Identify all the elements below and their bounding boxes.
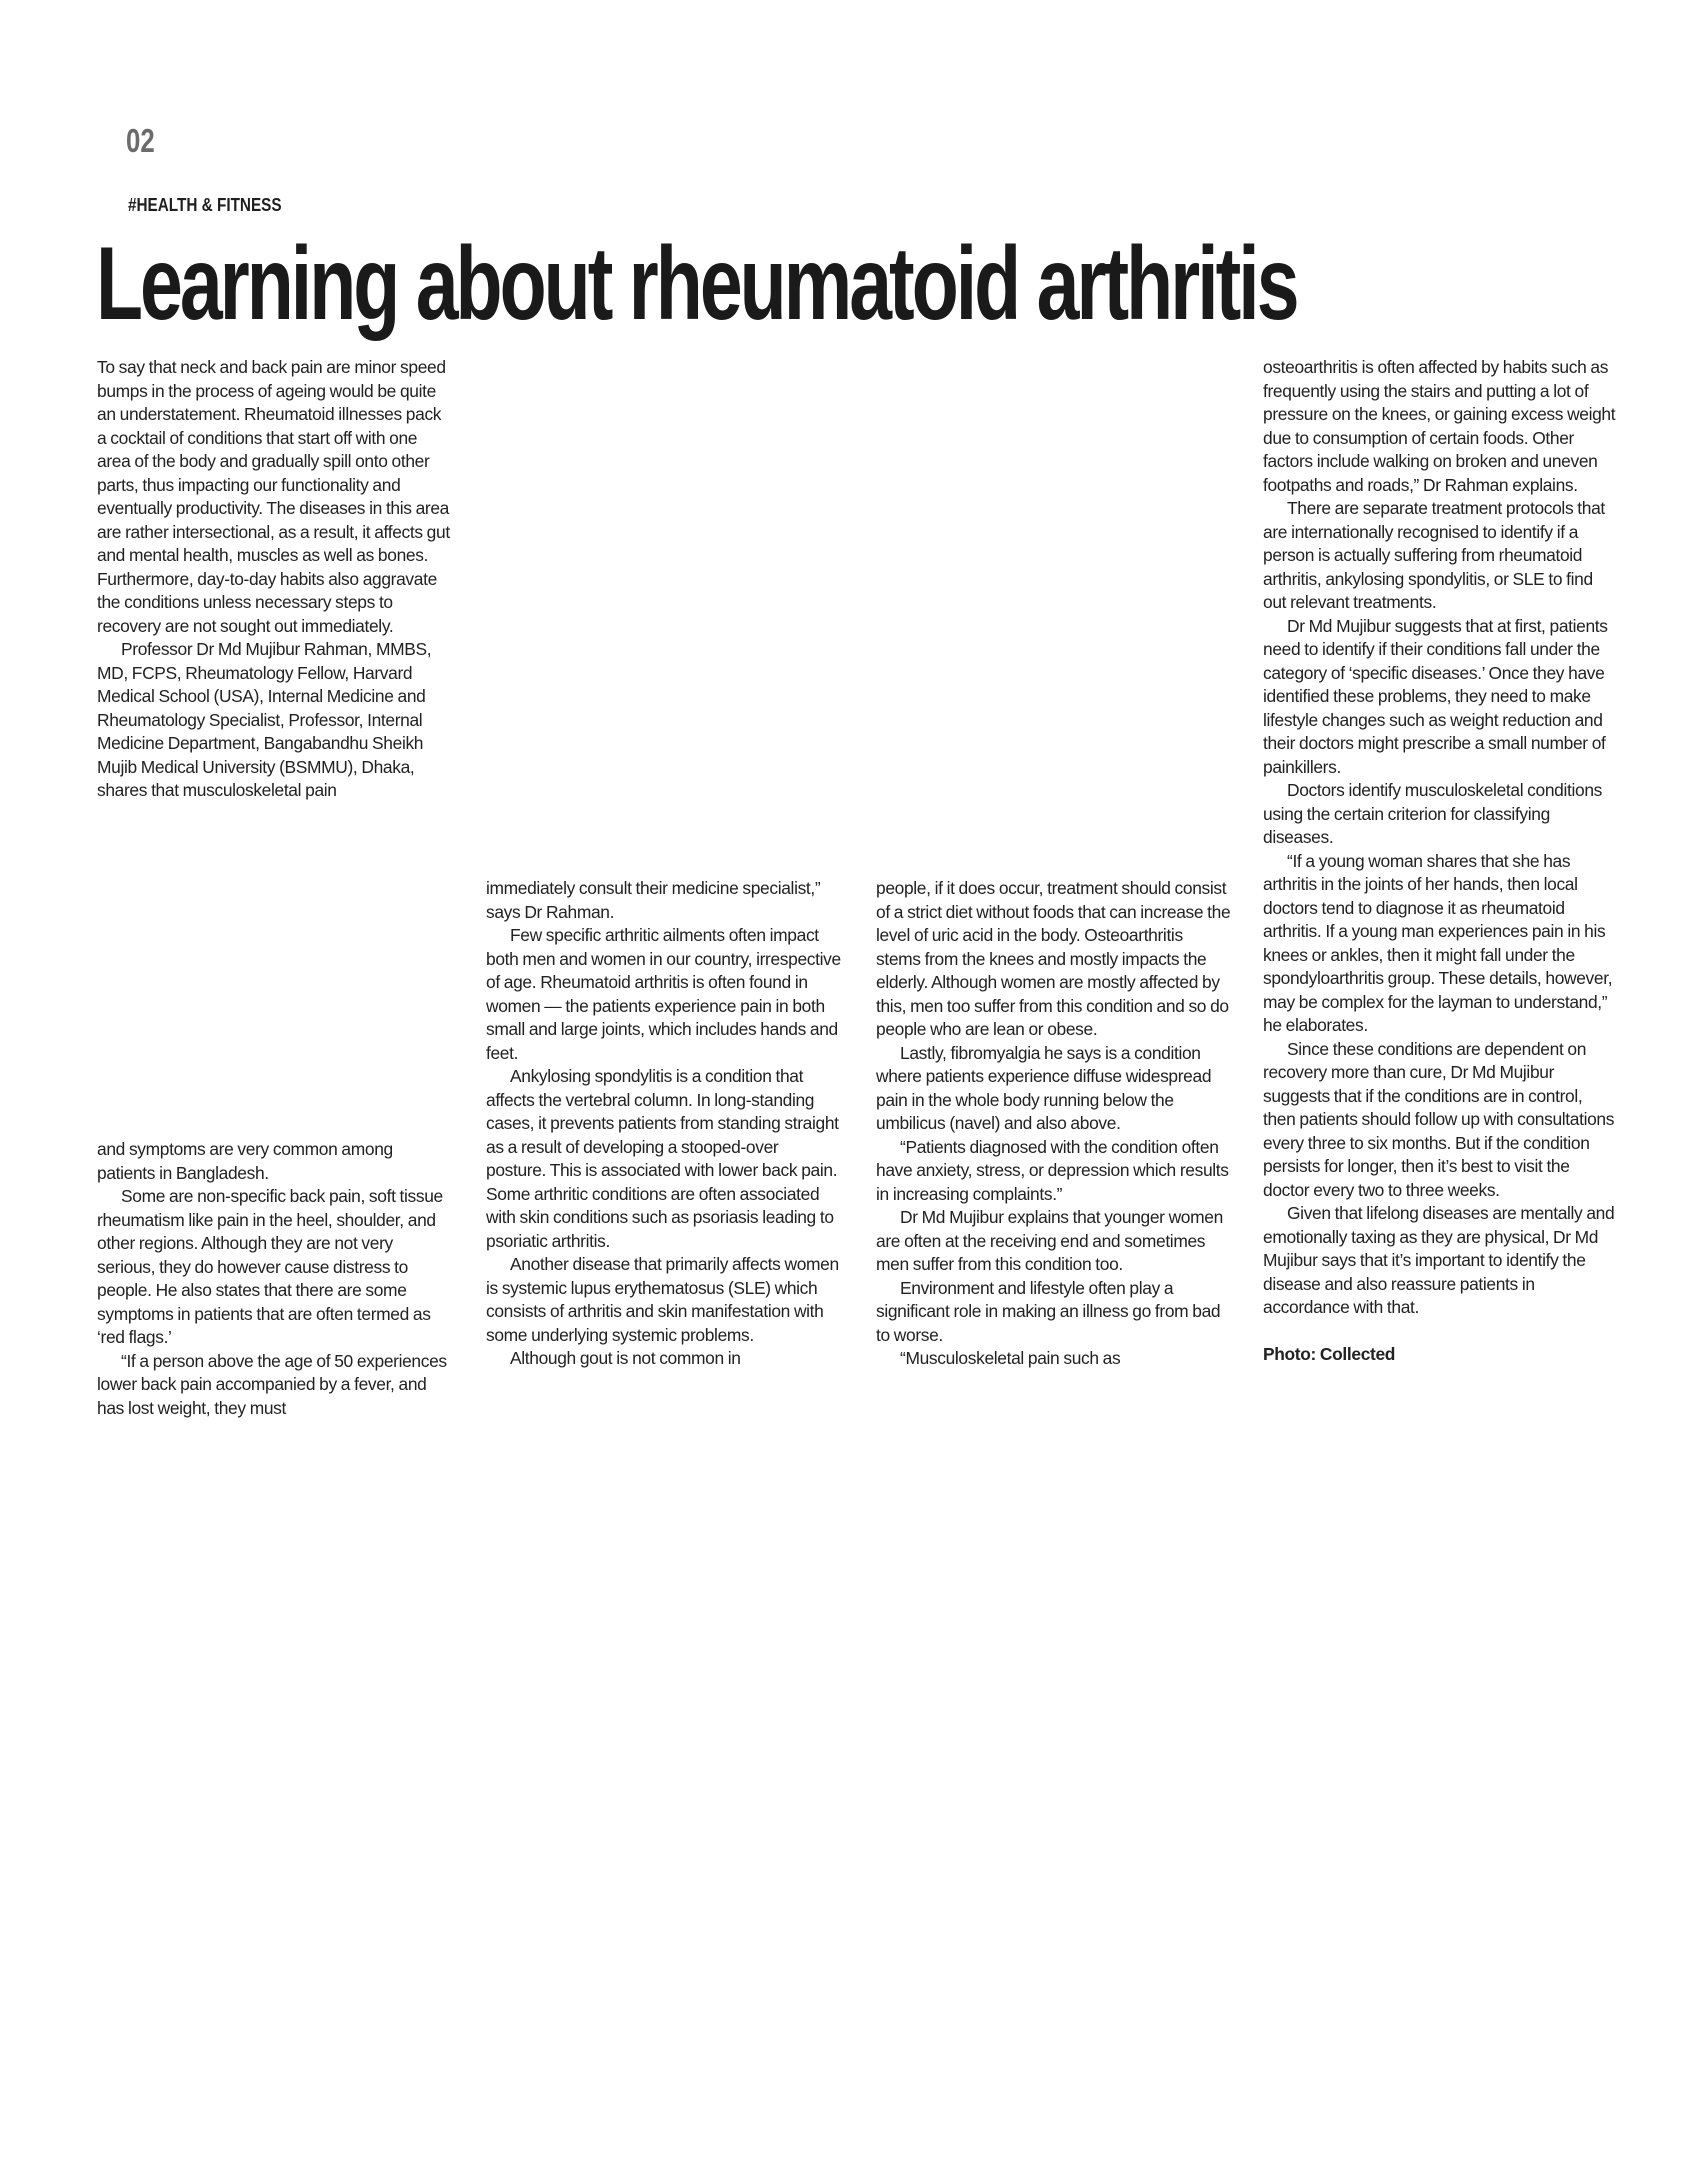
paragraph: immediately consult their medicine specialist,” says Dr Rahman. (486, 878, 821, 922)
paragraph: and symptoms are very common among patients in Bangladesh. (97, 1139, 393, 1183)
article-column-3 (876, 877, 1231, 1371)
paragraph: Environment and lifestyle often play a significant role in making an illness go from bad to worse. (876, 1277, 1221, 1345)
paragraph: osteoarthritis is often affected by habits such as frequently using the stairs and putting a lot of pressure on the knees, or gaining excess weight due to consumption of certain foods. Other factors include walking on broken and uneven footpaths and roads,” Dr Rahman explains. (1263, 357, 1616, 495)
article-column-2 (486, 877, 841, 1371)
paragraph: Although gout is not common in (510, 1348, 741, 1368)
paragraph: people, if it does occur, treatment should consist of a strict diet without foods that can increase the level of uric acid in the body. Osteoarthritis stems from the knees and mostly impacts the elderly. Although women are mostly affected by this, men too suffer from this condition and so do people who are lean or obese. (876, 878, 1231, 1039)
paragraph: Given that lifelong diseases are mentally and emotionally taxing as they are physical, Dr Md Mujibur says that it’s important to identify the disease and also reassure patients in accordance with that. (1263, 1203, 1615, 1317)
section-tag: #HEALTH & FITNESS (128, 195, 282, 215)
paragraph: Another disease that primarily affects women is systemic lupus erythematosus (SLE) which consists of arthritis and skin manifestation with some underlying systemic problems. (486, 1254, 839, 1345)
paragraph: Dr Md Mujibur suggests that at first, patients need to identify if their conditions fall under the category of ‘specific diseases.’ Once they have identified these problems, they need to make lifestyle changes such as weight reduction and their doctors might prescribe a small number of painkillers. (1263, 615, 1608, 777)
paragraph: “If a person above the age of 50 experiences lower back pain accompanied by a fever, and has lost weight, they must (97, 1350, 447, 1418)
photo-credit: Photo: Collected (1263, 1344, 1396, 1364)
article-column-1-continued (97, 1138, 452, 1420)
paragraph: There are separate treatment protocols that are internationally recognised to identify if a person is actually suffering from rheumatoid arthritis, ankylosing spondylitis, or SLE to find out relevant treatments. (1263, 498, 1605, 612)
page-number: 02 (126, 122, 155, 159)
paragraph: To say that neck and back pain are minor speed bumps in the process of ageing would be quite an understatement. Rheumatoid illnesses pack a cocktail of conditions that start off with one area of the body and gradually spill onto other parts, thus impacting our functionality and eventually productivity. The diseases in this area are rather intersectional, as a result, it affects gut and mental health, muscles as well as bones. Furthermore, day-to-day habits also aggravate the conditions unless necessary steps to recovery are not sought out immediately. (97, 357, 450, 636)
paragraph: Doctors identify musculoskeletal conditions using the certain criterion for classifying diseases. (1263, 780, 1602, 847)
paragraph: “Patients diagnosed with the condition often have anxiety, stress, or depression which results in increasing complaints.” (876, 1136, 1229, 1204)
paragraph: Ankylosing spondylitis is a condition that affects the vertebral column. In long-standing cases, it prevents patients from standing straight as a result of developing a stooped-over posture. This is associated with lower back pain. Some arthritic conditions are often associated with skin conditions such as psoriasis leading to psoriatic arthritis. (486, 1066, 839, 1251)
headline: Learning about rheumatoid arthritis (96, 226, 1297, 342)
paragraph: “Musculoskeletal pain such as (900, 1348, 1121, 1368)
article-column-1 (97, 356, 452, 803)
article-column-4 (1263, 356, 1618, 1367)
paragraph: Professor Dr Md Mujibur Rahman, MMBS, MD, FCPS, Rheumatology Fellow, Harvard Medical School (USA), Internal Medicine and Rheumatology Specialist, Professor, Internal Medicine Department, Bangabandhu Sheikh Mujib Medical University (BSMMU), Dhaka, shares that musculoskeletal pain (97, 639, 432, 800)
paragraph: Since these conditions are dependent on recovery more than cure, Dr Md Mujibur suggests that if the conditions are in control, then patients should follow up with consultations every three to six months. But if the condition persists for longer, then it’s best to visit the doctor every two to three weeks. (1263, 1038, 1615, 1200)
paragraph: Few specific arthritic ailments often impact both men and women in our country, irrespective of age. Rheumatoid arthritis is often found in women — the patients experience pain in both small and large joints, which includes hands and feet. (486, 925, 841, 1063)
paragraph: Dr Md Mujibur explains that younger women are often at the receiving end and sometimes men suffer from this condition too. (876, 1207, 1223, 1274)
paragraph: Some are non-specific back pain, soft tissue rheumatism like pain in the heel, shoulder, and other regions. Although they are not very serious, they do however cause distress to people. He also states that there are some symptoms in patients that are often termed as ‘red flags.’ (97, 1186, 443, 1347)
paragraph: Lastly, fibromyalgia he says is a condition where patients experience diffuse widespread pain in the whole body running below the umbilicus (navel) and also above. (876, 1042, 1212, 1133)
paragraph: “If a young woman shares that she has arthritis in the joints of her hands, then local doctors tend to diagnose it as rheumatoid arthritis. If a young man experiences pain in his knees or ankles, then it might fall under the spondyloarthritis group. These details, however, may be complex for the layman to understand,” he elaborates. (1263, 850, 1613, 1035)
